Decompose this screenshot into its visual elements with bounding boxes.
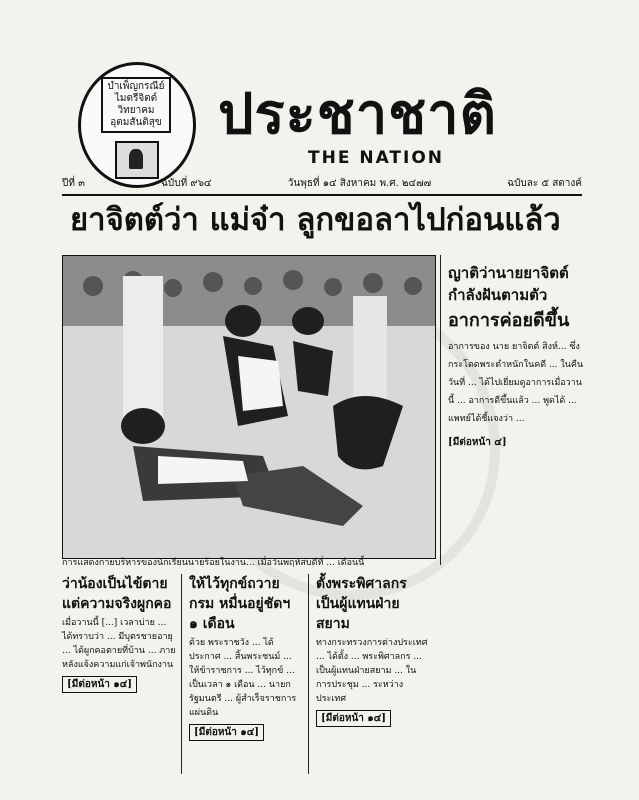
continued-link[interactable]: [มีต่อหน้า ๑๔]	[62, 676, 137, 693]
photo-caption: การแสดงกายบริหารของนักเรียนนายร้อยในงาน... เมื่อวันพฤหัสบดีที่ ... เดือนนี้	[62, 558, 365, 568]
side-subheadline: อาการค่อยดีขึ้น	[448, 310, 570, 331]
issue-date: วันพุธที่ ๑๔ สิงหาคม พ.ศ. ๒๔๗๗	[287, 178, 432, 189]
column-divider	[308, 574, 309, 774]
seal-line: บำเพ็ญกรณีย์	[107, 81, 165, 92]
issue-year: ปีที่ ๓	[62, 178, 85, 189]
photo-illustration	[63, 256, 435, 558]
article-body: ด้วย พระราชวัง ... ได้ประกาศ ... สิ้นพระชนม์ ... ให้ข้าราชการ ... ไว้ทุกข์ ... เป็นเวลา ๑ เดือน ... นายกรัฐมนตรี ... ผู้สำเร็จราชการแผ่นดิน	[189, 638, 297, 718]
article-body: เมื่อวานนี้ [...] เวลาบ่าย ... ได้ทราบว่า ... มีบุตรชายอายุ ... ได้ผูกคอตายที่บ้าน ... ภายหลังแจ้งความแก่เจ้าพนักงาน	[62, 618, 176, 670]
issue-number: ฉบับที่ ๙๖๔	[161, 178, 212, 189]
news-photo	[62, 255, 436, 559]
side-article-text: อาการของ นาย ยาจิตต์ สิงห์... ซึ่งกระโดดพระตำหนักในคดี ... ในคืนวันที่ ... ได้ไปเยี่ยมดูอาการเมื่อวานนี้ ... อาการดีขึ้นแล้ว ... พูดได้ ... แพทย์ได้ชี้แจงว่า ...	[448, 342, 584, 424]
side-headline: ญาติว่านายยาจิตต์ กำลังฝันตามตัว	[448, 264, 569, 304]
newspaper-seal	[78, 62, 196, 188]
continued-link[interactable]: [มีต่อหน้า ๑๔]	[316, 710, 391, 727]
article-column	[189, 574, 303, 741]
main-headline: ยาจิตต์ว่า แม่จ๋า ลูกขอลาไปก่อนแล้ว	[70, 202, 561, 238]
issue-info-bar	[62, 176, 582, 196]
seal-line: อุตมสันติสุข	[110, 117, 162, 128]
seal-emblem-icon	[115, 141, 159, 179]
continued-link[interactable]: [มีต่อหน้า ๑๔]	[189, 724, 264, 741]
continued-link[interactable]: [มีต่อหน้า ๔]	[448, 437, 507, 448]
issue-price: ฉบับละ ๕ สตางค์	[507, 178, 582, 189]
article-body: ทางกระทรวงการต่างประเทศ ... ได้ตั้ง ... พระพิศาลกร ... เป็นผู้แทนฝ่ายสยาม ... ในการประชุม ... ระหว่างประเทศ	[316, 638, 428, 704]
side-article-body	[448, 338, 588, 452]
seal-line: วิทยาคม	[117, 105, 155, 116]
article-column	[316, 574, 430, 727]
article-title: ตั้งพระพิศาลกร เป็นผู้แทนฝ่ายสยาม	[316, 576, 407, 632]
article-title: ว่าน้องเป็นไข้ตาย แต่ความจริงผูกคอ	[62, 576, 172, 612]
article-title: ให้ไว้ทุกข์ถวายกรม หมื่นอยู่ชัดฯ ๑ เดือน	[189, 576, 291, 632]
column-divider	[181, 574, 182, 774]
masthead-title: ประชาชาติ	[218, 81, 497, 147]
article-column	[62, 574, 176, 693]
seal-line: ไมตรีจิตต์	[114, 93, 158, 104]
column-divider	[440, 255, 441, 565]
masthead-subtitle: THE NATION	[308, 148, 445, 168]
seal-motto	[101, 77, 171, 133]
